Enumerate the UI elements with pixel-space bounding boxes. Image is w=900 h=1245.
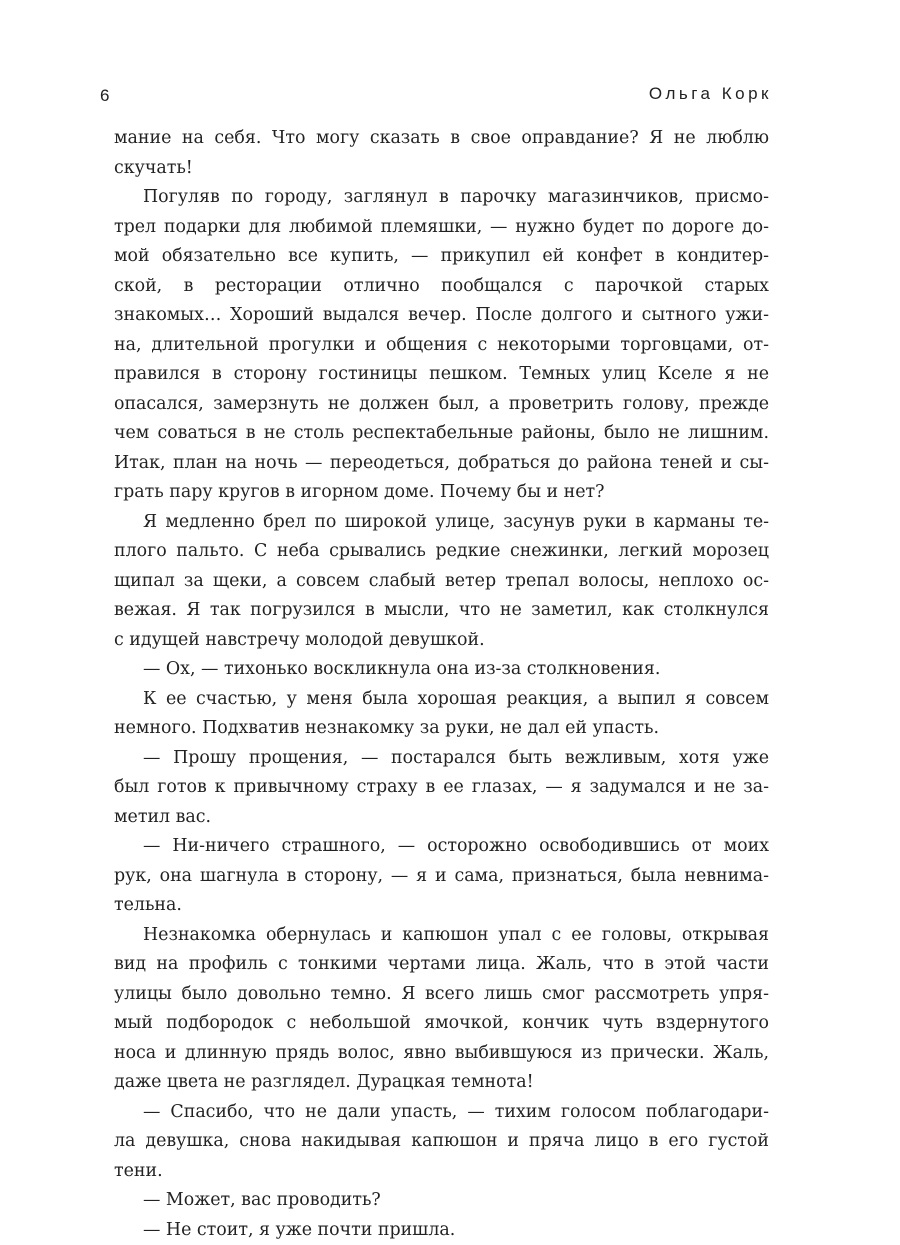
text-line: носа и длинную прядь волос, явно выбившуюся из прически. Жаль, <box>114 1039 769 1069</box>
text-line: вежая. Я так погрузился в мысли, что не заметил, как столкнулся <box>114 596 769 626</box>
text-line: рук, она шагнула в сторону, — я и сама, признаться, была невнима- <box>114 862 769 892</box>
text-line: на, длительной прогулки и общения с некоторыми торговцами, от- <box>114 331 769 361</box>
text-line: щипал за щеки, а совсем слабый ветер трепал волосы, неплохо ос- <box>114 567 769 597</box>
text-line: К ее счастью, у меня была хорошая реакция, а выпил я совсем <box>114 685 769 715</box>
text-line: грать пару кругов в игорном доме. Почему бы и нет? <box>114 478 769 508</box>
text-line: Итак, план на ночь — переодеться, добраться до района теней и сы- <box>114 449 769 479</box>
text-line: правился в сторону гостиницы пешком. Темных улиц Кселе я не <box>114 360 769 390</box>
text-line: — Спасибо, что не дали упасть, — тихим голосом поблагодари- <box>114 1098 769 1128</box>
text-line: немного. Подхватив незнакомку за руки, не дал ей упасть. <box>114 714 769 744</box>
text-line: — Может, вас проводить? <box>114 1186 769 1216</box>
text-line: — Прошу прощения, — постарался быть вежливым, хотя уже <box>114 744 769 774</box>
text-line: ской, в ресторации отлично пообщался с парочкой старых <box>114 272 769 302</box>
text-line: даже цвета не разглядел. Дурацкая темнота! <box>114 1068 769 1098</box>
text-line: вид на профиль с тонкими чертами лица. Жаль, что в этой части <box>114 950 769 980</box>
text-line: Незнакомка обернулась и капюшон упал с ее головы, открывая <box>114 921 769 951</box>
text-line: тельна. <box>114 891 769 921</box>
text-body <box>114 124 769 1245</box>
text-line: улицы было довольно темно. Я всего лишь смог рассмотреть упря- <box>114 980 769 1010</box>
text-line: ла девушка, снова накидывая капюшон и пряча лицо в его густой <box>114 1127 769 1157</box>
text-line: — Не стоит, я уже почти пришла. <box>114 1216 769 1245</box>
text-line: — Ох, — тихонько воскликнула она из-за столкновения. <box>114 655 769 685</box>
text-line: мание на себя. Что могу сказать в свое оправдание? Я не люблю <box>114 124 769 154</box>
text-line: чем соваться в не столь респектабельные районы, было не лишним. <box>114 419 769 449</box>
running-head-author: Ольга Корк <box>649 84 772 104</box>
page-number: 6 <box>100 86 109 106</box>
text-line: с идущей навстречу молодой девушкой. <box>114 626 769 656</box>
text-line: трел подарки для любимой племяшки, — нужно будет по дороге до- <box>114 213 769 243</box>
text-line: метил вас. <box>114 803 769 833</box>
text-line: скучать! <box>114 154 769 184</box>
text-line: Я медленно брел по широкой улице, засунув руки в карманы те- <box>114 508 769 538</box>
text-line: мый подбородок с небольшой ямочкой, кончик чуть вздернутого <box>114 1009 769 1039</box>
text-line: был готов к привычному страху в ее глазах, — я задумался и не за- <box>114 773 769 803</box>
text-line: тени. <box>114 1157 769 1187</box>
text-line: Погуляв по городу, заглянул в парочку магазинчиков, присмо- <box>114 183 769 213</box>
text-line: плого пальто. С неба срывались редкие снежинки, легкий морозец <box>114 537 769 567</box>
text-line: опасался, замерзнуть не должен был, а проветрить голову, прежде <box>114 390 769 420</box>
text-line: — Ни-ничего страшного, — осторожно освободившись от моих <box>114 832 769 862</box>
text-line: знакомых… Хороший выдался вечер. После долгого и сытного ужи- <box>114 301 769 331</box>
text-line: мой обязательно все купить, — прикупил ей конфет в кондитер- <box>114 242 769 272</box>
